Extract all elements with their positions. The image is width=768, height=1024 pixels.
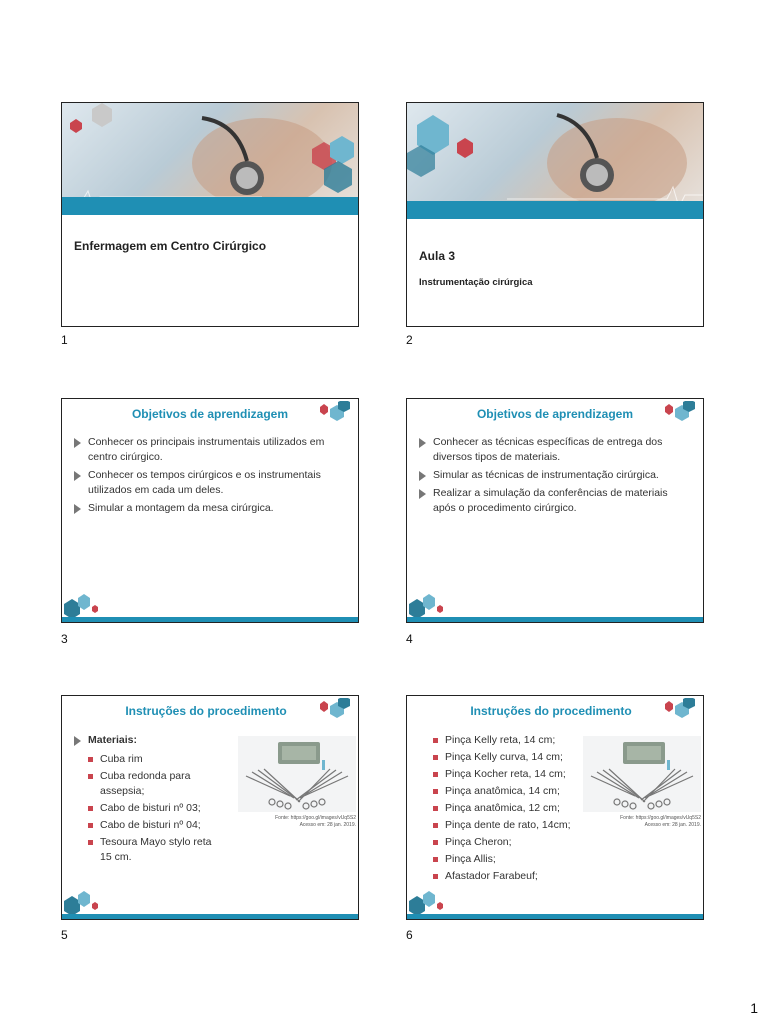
- bullet-item: Realizar a simulação da conferências de materiais após o procedimento cirúrgico.: [417, 486, 689, 516]
- triangle-bullet-icon: [419, 438, 426, 448]
- instruments-list: [431, 733, 591, 886]
- hero-image: [62, 103, 358, 215]
- triangle-bullet-icon: [74, 736, 81, 746]
- list-item: Cabo de bisturi nº 03;: [86, 801, 226, 816]
- hero-band: [407, 201, 703, 219]
- square-bullet-icon: [433, 772, 438, 777]
- hero-band: [62, 197, 358, 215]
- square-bullet-icon: [433, 789, 438, 794]
- bottom-band: [62, 914, 358, 919]
- slide-number: 6: [406, 928, 413, 942]
- list-item: Pinça dente de rato, 14cm;: [431, 818, 591, 833]
- square-bullet-icon: [433, 840, 438, 845]
- triangle-bullet-icon: [74, 504, 81, 514]
- slide-number: 3: [61, 632, 68, 646]
- list-item: Cabo de bisturi nº 04;: [86, 818, 226, 833]
- square-bullet-icon: [433, 823, 438, 828]
- hexagon-decoration: [409, 891, 449, 915]
- hexagon-decoration: [64, 891, 104, 915]
- list-item: Pinça anatômica, 12 cm;: [431, 801, 591, 816]
- slide-title: Instruções do procedimento: [470, 704, 632, 718]
- slide-3: [61, 398, 359, 623]
- list-item: Cuba rim: [86, 752, 226, 767]
- bottom-band: [407, 914, 703, 919]
- bullet-list: [72, 435, 342, 519]
- slide-number: 4: [406, 632, 413, 646]
- square-bullet-icon: [433, 755, 438, 760]
- square-bullet-icon: [88, 774, 93, 779]
- slide-4: [406, 398, 704, 623]
- square-bullet-icon: [88, 823, 93, 828]
- slide-title: Aula 3: [419, 249, 456, 263]
- square-bullet-icon: [433, 806, 438, 811]
- list-item: Cuba redonda para assepsia;: [86, 769, 196, 799]
- bullet-item: Simular as técnicas de instrumentação cirúrgica.: [417, 468, 689, 483]
- slide-title: Objetivos de aprendizagem: [131, 407, 289, 421]
- list-item: Pinça Kocher reta, 14 cm;: [431, 767, 591, 782]
- triangle-bullet-icon: [74, 438, 81, 448]
- instruments-photo: [238, 736, 356, 812]
- square-bullet-icon: [88, 840, 93, 845]
- list-item: Pinça Kelly reta, 14 cm;: [431, 733, 591, 748]
- slide-number: 2: [406, 333, 413, 347]
- slide-title: Objetivos de aprendizagem: [476, 407, 634, 421]
- list-item: Pinça Cheron;: [431, 835, 591, 850]
- bullet-list: [417, 435, 689, 519]
- slide-5: [61, 695, 359, 920]
- slide-number: 5: [61, 928, 68, 942]
- list-item: Pinça Allis;: [431, 852, 591, 867]
- slide-title: Instruções do procedimento: [125, 704, 287, 718]
- square-bullet-icon: [433, 857, 438, 862]
- bullet-item: Conhecer os tempos cirúrgicos e os instrumentais utilizados em cada um deles.: [72, 468, 342, 498]
- bottom-band: [62, 617, 358, 622]
- triangle-bullet-icon: [419, 489, 426, 499]
- bullet-item: Conhecer as técnicas específicas de entrega dos diversos tipos de materiais.: [417, 435, 689, 465]
- list-item: Afastador Farabeuf;: [431, 869, 591, 884]
- list-item: Tesoura Mayo stylo reta 15 cm.: [86, 835, 218, 865]
- list-item: Pinça Kelly curva, 14 cm;: [431, 750, 591, 765]
- materials-list: [86, 752, 226, 867]
- list-item: Pinça anatômica, 14 cm;: [431, 784, 591, 799]
- slide-1: [61, 102, 359, 327]
- surgical-instruments-image: [238, 736, 356, 812]
- image-source: Fonte: https://goo.gl/images/vUq5S2 Acesso em: 28 jan. 2019.: [620, 815, 701, 828]
- page-number: 1: [750, 1000, 758, 1016]
- hexagon-decoration: [409, 594, 449, 618]
- slide-number: 1: [61, 333, 68, 347]
- slide-6: [406, 695, 704, 920]
- image-source: Fonte: https://goo.gl/images/vUq5S2 Acesso em: 28 jan. 2019.: [275, 815, 356, 828]
- square-bullet-icon: [433, 874, 438, 879]
- triangle-bullet-icon: [419, 471, 426, 481]
- slide-2: [406, 102, 704, 327]
- instruments-photo: [583, 736, 701, 812]
- square-bullet-icon: [88, 806, 93, 811]
- bullet-item: Conhecer os principais instrumentais utilizados em centro cirúrgico.: [72, 435, 342, 465]
- slide-subtitle: Instrumentação cirúrgica: [419, 277, 533, 288]
- hexagon-decoration: [64, 594, 104, 618]
- materials-heading: Materiais:: [72, 734, 137, 746]
- square-bullet-icon: [433, 738, 438, 743]
- slide-title: Enfermagem em Centro Cirúrgico: [74, 239, 267, 253]
- square-bullet-icon: [88, 757, 93, 762]
- bullet-item: Simular a montagem da mesa cirúrgica.: [72, 501, 342, 516]
- triangle-bullet-icon: [74, 471, 81, 481]
- bottom-band: [407, 617, 703, 622]
- hero-image: [407, 103, 703, 219]
- surgical-instruments-image: [583, 736, 701, 812]
